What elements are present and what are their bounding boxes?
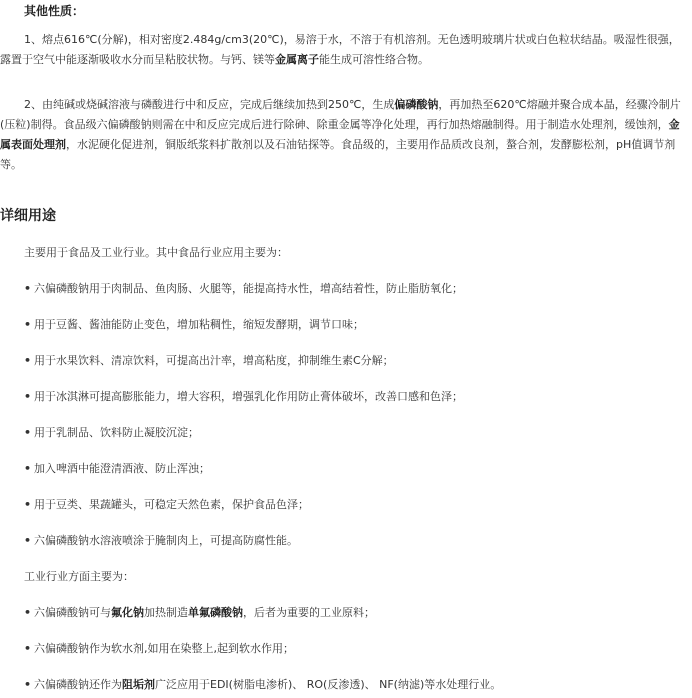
industry-item: • 六偏磷酸钠还作为阻垢剂广泛应用于EDI(树脂电渗析)、 RO(反渗透)、 NF(纳滤)等水处理行业。	[24, 678, 502, 691]
other-properties-heading: 其他性质：	[24, 4, 85, 18]
industry-item: • 六偏磷酸钠可与氟化钠加热制造单氟磷酸钠，后者为重要的工业原料；	[24, 606, 375, 619]
detailed-usage-heading: 详细用途	[0, 208, 56, 224]
industry-usage-intro: 工业行业方面主要为：	[24, 570, 134, 583]
bullet-dot: •	[24, 426, 32, 439]
food-item: • 用于冰淇淋可提高膨胀能力，增大容积，增强乳化作用防止膏体破坏，改善口感和色泽；	[24, 390, 463, 403]
bullet-dot: •	[24, 282, 32, 295]
property-paragraph-2	[0, 95, 688, 175]
food-usage-intro: 主要用于食品及工业行业。其中食品行业应用主要为：	[24, 246, 288, 259]
p1-text-b: 能生成可溶性络合物。	[319, 53, 429, 66]
bullet-dot: •	[24, 354, 32, 367]
property-paragraph-1	[0, 30, 688, 70]
sodium-monofluorophosphate-link[interactable]: 单氟磷酸钠	[188, 606, 243, 619]
p2-text-a: 2、由纯碱或烧碱溶液与磷酸进行中和反应，完成后继续加热到250℃，生成	[24, 98, 395, 111]
sodium-fluoride-link[interactable]: 氟化钠	[111, 606, 144, 619]
metal-ion-link[interactable]: 金属离子	[275, 53, 319, 66]
bullet-dot: •	[24, 678, 32, 691]
p1-text-a: 1、熔点616℃(分解)，相对密度2.484g/cm3(20℃)，易溶于水，不溶于有机溶剂。无色透明玻璃片状或白色粒状结晶。吸湿性很强，露置于空气中能逐渐吸收水分而呈粘胶状物。与钙、镁等	[0, 33, 680, 66]
food-item: • 用于乳制品、饮料防止凝胶沉淀；	[24, 426, 199, 439]
sodium-metaphosphate-link[interactable]: 偏磷酸钠	[394, 98, 439, 111]
bullet-dot: •	[24, 534, 32, 547]
food-item: • 加入啤酒中能澄清酒液、防止浑浊；	[24, 462, 210, 475]
industry-item: • 六偏磷酸钠作为软水剂,如用在染整上,起到软水作用；	[24, 642, 294, 655]
bullet-dot: •	[24, 462, 32, 475]
bullet-dot: •	[24, 498, 32, 511]
food-item: • 用于豆类、果蔬罐头，可稳定天然色素，保护食品色泽；	[24, 498, 309, 511]
food-item: • 用于豆酱、酱油能防止变色，增加粘稠性，缩短发酵期，调节口味；	[24, 318, 364, 331]
bullet-dot: •	[24, 642, 32, 655]
bullet-dot: •	[24, 606, 32, 619]
bullet-dot: •	[24, 318, 32, 331]
bullet-dot: •	[24, 390, 32, 403]
food-item: • 用于水果饮料、清凉饮料，可提高出汁率，增高粘度，抑制维生素C分解；	[24, 354, 394, 367]
scale-inhibitor-link[interactable]: 阻垢剂	[122, 678, 155, 691]
metal-surface-treatment-link[interactable]: 金属表面处理剂	[0, 118, 680, 151]
food-item: • 六偏磷酸钠用于肉制品、鱼肉肠、火腿等，能提高持水性，增高结着性，防止脂肪氧化；	[24, 282, 463, 295]
p2-text-b: ，再加热至620℃熔融并聚合成本晶，经骤冷制片(压粒)制得。食品级六偏磷酸钠则需在中和反应完成后进行除砷、除重金属等净化处理，再行加热熔融制得。用于制造水处理剂，缓蚀剂，	[0, 98, 681, 131]
food-item: • 六偏磷酸钠水溶液喷涂于腌制肉上，可提高防腐性能。	[24, 534, 298, 547]
p2-text-c: ，水泥硬化促进剂，铜版纸浆料扩散剂以及石油钻探等。食品级的，主要用作品质改良剂，螯合剂，发酵膨松剂，pH值调节剂等。	[0, 138, 676, 171]
